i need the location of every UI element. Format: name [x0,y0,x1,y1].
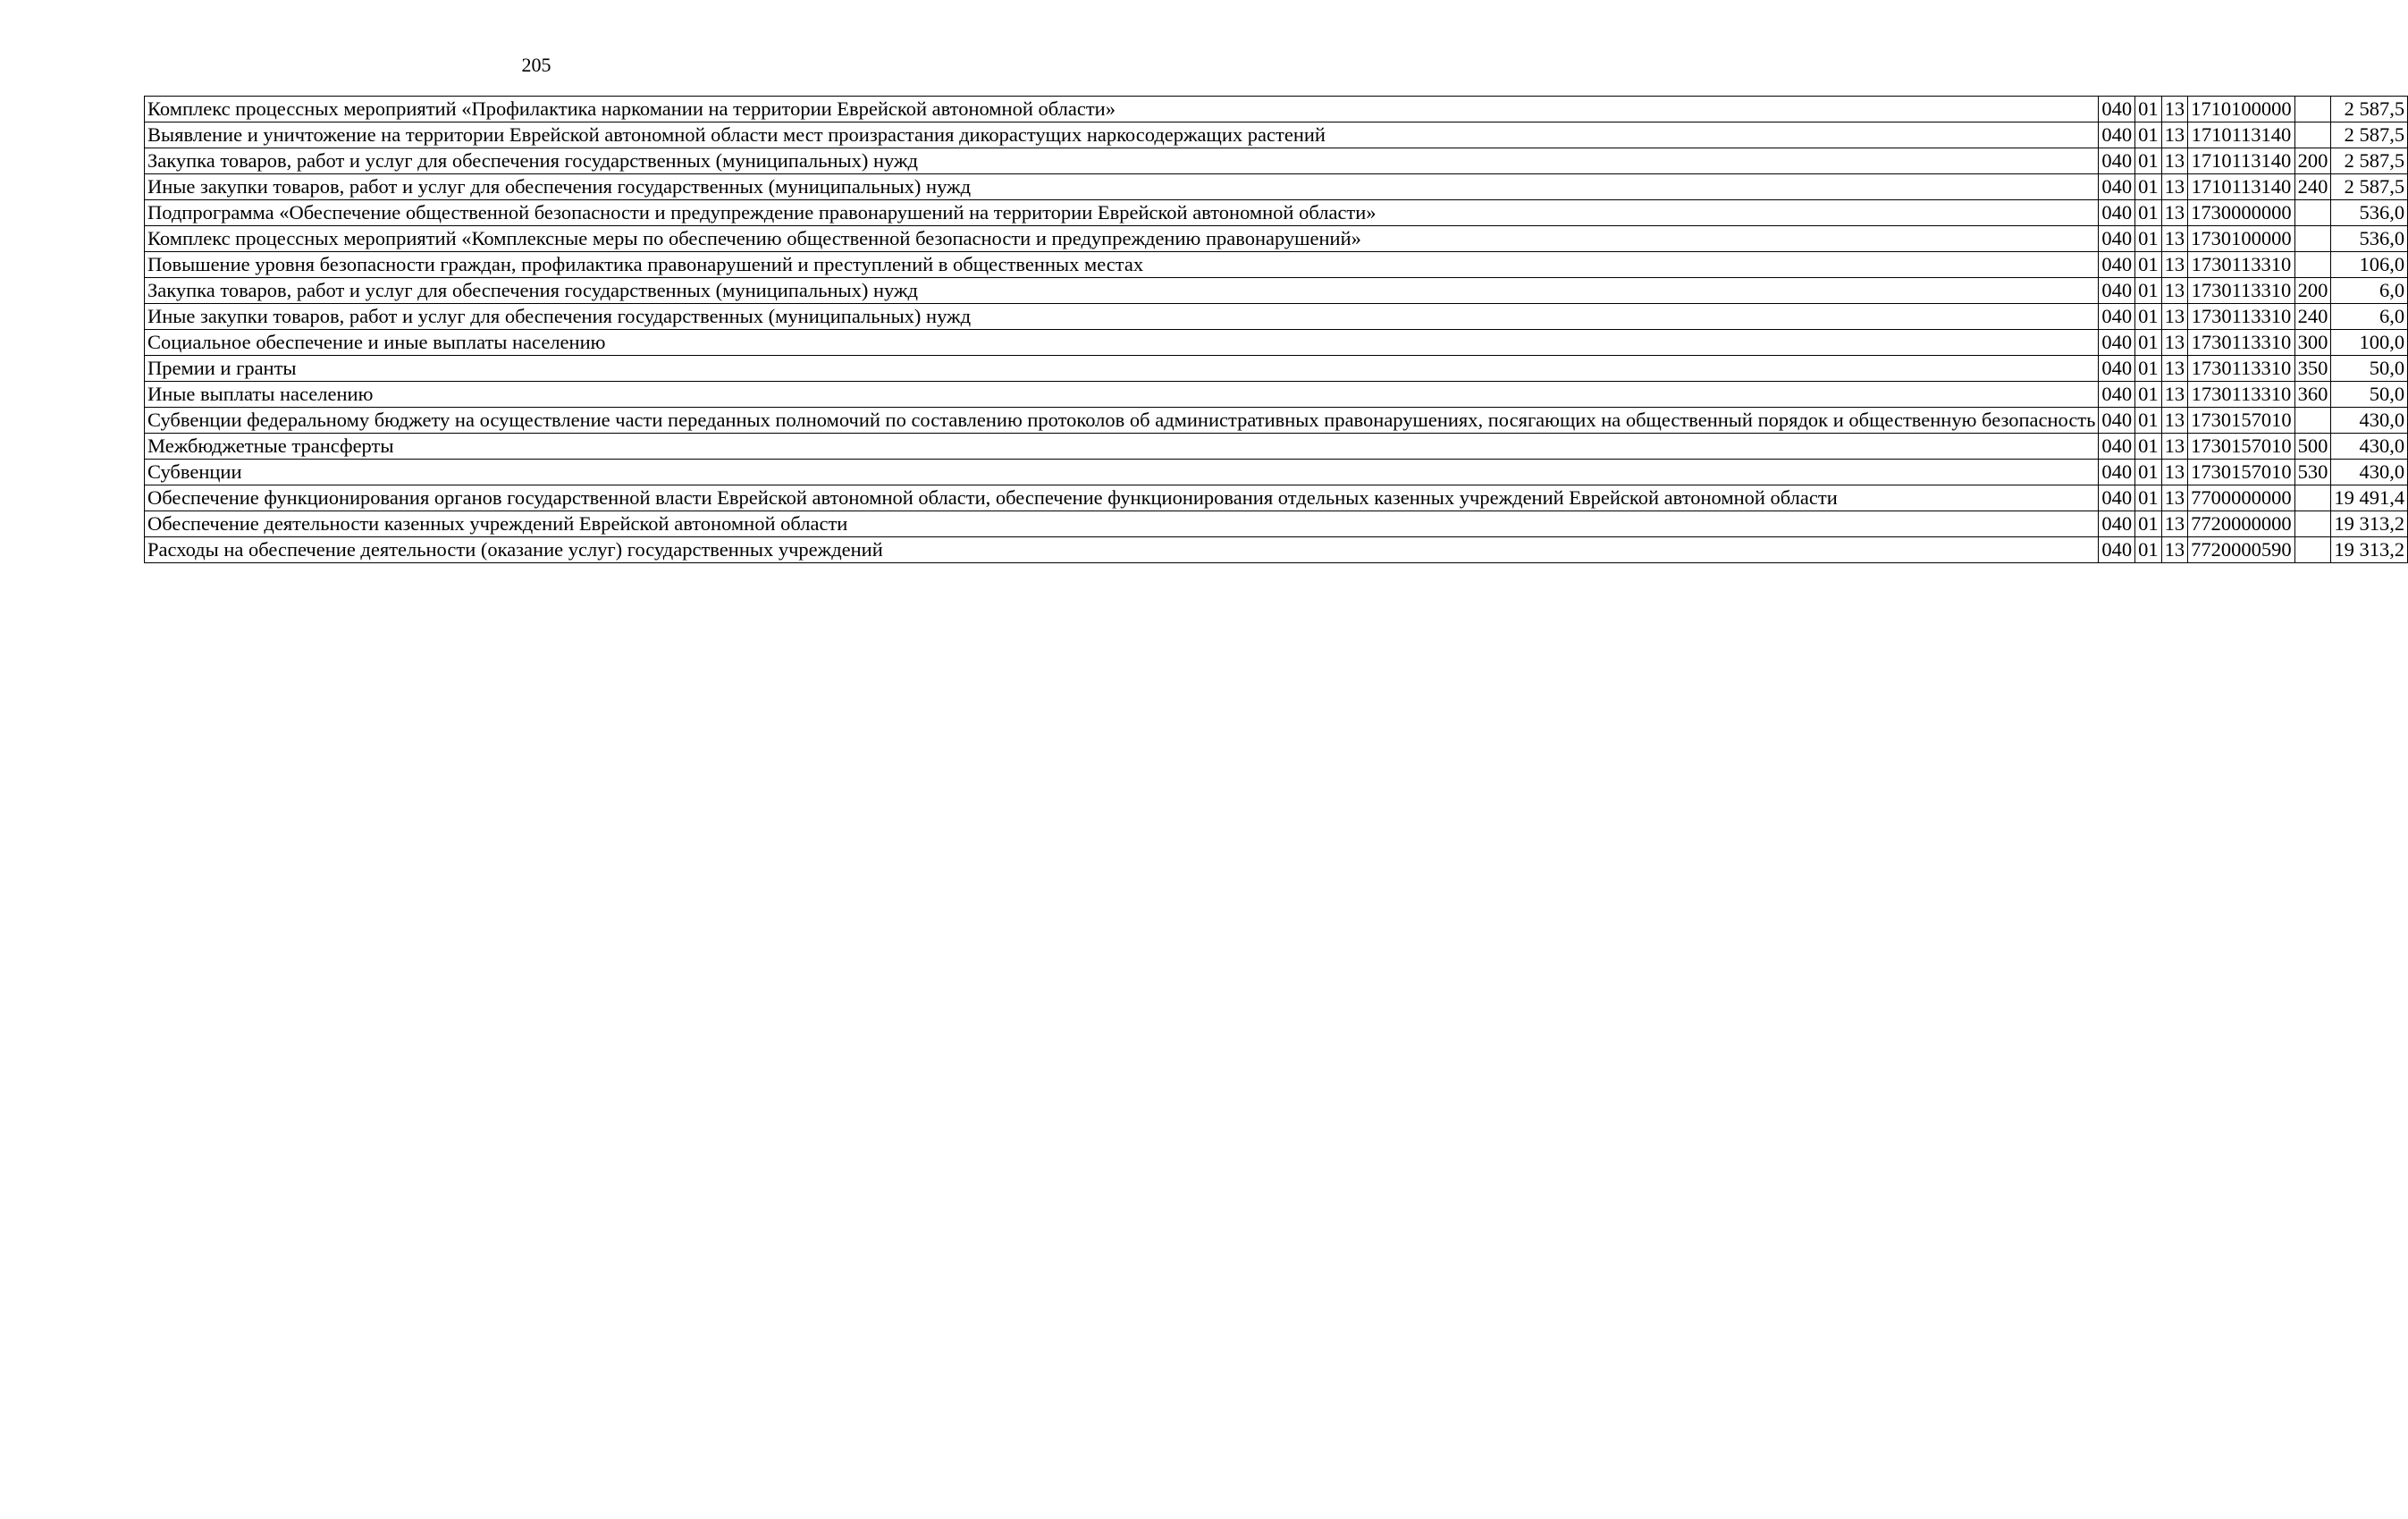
row-amount-cell: 430,0 [2331,408,2408,434]
row-section-cell: 01 [2135,537,2162,563]
row-ved-code-cell: 040 [2099,278,2135,304]
table-row [145,278,2408,304]
table-row [145,148,2408,174]
row-name-cell: Субвенции [145,460,2099,485]
row-expense-type-cell: 360 [2294,382,2331,408]
row-name-cell: Социальное обеспечение и иные выплаты населению [145,330,2099,356]
row-expense-type-cell: 200 [2294,278,2331,304]
row-subsection-cell: 13 [2161,460,2188,485]
row-expense-type-cell: 530 [2294,460,2331,485]
row-subsection-cell: 13 [2161,200,2188,226]
row-subsection-cell: 13 [2161,226,2188,252]
row-expense-type-cell [2294,200,2331,226]
row-section-cell: 01 [2135,356,2162,382]
row-target-article-cell: 1730113310 [2188,382,2295,408]
row-subsection-cell: 13 [2161,356,2188,382]
row-amount-cell: 2 587,5 [2331,122,2408,148]
row-expense-type-cell [2294,226,2331,252]
row-expense-type-cell: 500 [2294,434,2331,460]
row-subsection-cell: 13 [2161,148,2188,174]
row-subsection-cell: 13 [2161,122,2188,148]
row-expense-type-cell: 240 [2294,304,2331,330]
row-name-cell: Иные закупки товаров, работ и услуг для обеспечения государственных (муниципальных) нужд [145,174,2099,200]
row-amount-cell: 2 587,5 [2331,148,2408,174]
row-target-article-cell: 1730113310 [2188,304,2295,330]
row-amount-cell: 50,0 [2331,382,2408,408]
row-section-cell: 01 [2135,278,2162,304]
row-section-cell: 01 [2135,408,2162,434]
row-amount-cell: 19 313,2 [2331,511,2408,537]
table-row [145,460,2408,485]
row-ved-code-cell: 040 [2099,226,2135,252]
row-target-article-cell: 7720000000 [2188,511,2295,537]
page-number: 205 [521,54,551,76]
row-name-cell: Расходы на обеспечение деятельности (оказание услуг) государственных учреждений [145,537,2099,563]
row-section-cell: 01 [2135,434,2162,460]
row-amount-cell: 2 587,5 [2331,97,2408,122]
table-row [145,330,2408,356]
row-section-cell: 01 [2135,330,2162,356]
row-target-article-cell: 1730157010 [2188,434,2295,460]
table-row [145,97,2408,122]
row-amount-cell: 430,0 [2331,460,2408,485]
table-row [145,434,2408,460]
table-row [145,304,2408,330]
row-ved-code-cell: 040 [2099,485,2135,511]
row-amount-cell: 536,0 [2331,226,2408,252]
row-expense-type-cell: 240 [2294,174,2331,200]
row-expense-type-cell [2294,511,2331,537]
row-target-article-cell: 1730157010 [2188,408,2295,434]
row-subsection-cell: 13 [2161,97,2188,122]
row-expense-type-cell [2294,252,2331,278]
row-amount-cell: 2 587,5 [2331,174,2408,200]
row-subsection-cell: 13 [2161,537,2188,563]
row-name-cell: Повышение уровня безопасности граждан, профилактика правонарушений и преступлений в общественных местах [145,252,2099,278]
row-amount-cell: 430,0 [2331,434,2408,460]
row-ved-code-cell: 040 [2099,537,2135,563]
row-section-cell: 01 [2135,226,2162,252]
row-name-cell: Обеспечение функционирования органов государственной власти Еврейской автономной области, обеспечение функционирования отдельных казенных учреждений Еврейской автономной области [145,485,2099,511]
row-target-article-cell: 1730113310 [2188,278,2295,304]
row-name-cell: Выявление и уничтожение на территории Еврейской автономной области мест произрастания дикорастущих наркосодержащих растений [145,122,2099,148]
table-row [145,174,2408,200]
row-name-cell: Межбюджетные трансферты [145,434,2099,460]
row-expense-type-cell [2294,97,2331,122]
row-name-cell: Подпрограмма «Обеспечение общественной безопасности и предупреждение правонарушений на территории Еврейской автономной области» [145,200,2099,226]
row-amount-cell: 106,0 [2331,252,2408,278]
table-row [145,485,2408,511]
row-subsection-cell: 13 [2161,330,2188,356]
row-subsection-cell: 13 [2161,485,2188,511]
row-target-article-cell: 1730113310 [2188,330,2295,356]
row-section-cell: 01 [2135,148,2162,174]
row-section-cell: 01 [2135,304,2162,330]
row-subsection-cell: 13 [2161,511,2188,537]
row-expense-type-cell: 200 [2294,148,2331,174]
row-target-article-cell: 7700000000 [2188,485,2295,511]
table-row [145,382,2408,408]
row-section-cell: 01 [2135,122,2162,148]
budget-table-body [145,97,2408,563]
row-target-article-cell: 1710113140 [2188,122,2295,148]
row-name-cell: Субвенции федеральному бюджету на осуществление части переданных полномочий по составлению протоколов об административных правонарушениях, посягающих на общественный порядок и общественную безопасность [145,408,2099,434]
row-subsection-cell: 13 [2161,278,2188,304]
row-section-cell: 01 [2135,200,2162,226]
row-section-cell: 01 [2135,511,2162,537]
row-section-cell: 01 [2135,485,2162,511]
row-ved-code-cell: 040 [2099,330,2135,356]
row-section-cell: 01 [2135,252,2162,278]
table-row [145,200,2408,226]
row-amount-cell: 6,0 [2331,278,2408,304]
row-name-cell: Иные закупки товаров, работ и услуг для обеспечения государственных (муниципальных) нужд [145,304,2099,330]
row-name-cell: Закупка товаров, работ и услуг для обеспечения государственных (муниципальных) нужд [145,278,2099,304]
row-ved-code-cell: 040 [2099,252,2135,278]
row-name-cell: Обеспечение деятельности казенных учреждений Еврейской автономной области [145,511,2099,537]
row-target-article-cell: 1730113310 [2188,252,2295,278]
row-amount-cell: 19 313,2 [2331,537,2408,563]
row-target-article-cell: 1730113310 [2188,356,2295,382]
row-target-article-cell: 7720000590 [2188,537,2295,563]
row-ved-code-cell: 040 [2099,200,2135,226]
table-row [145,356,2408,382]
row-name-cell: Закупка товаров, работ и услуг для обеспечения государственных (муниципальных) нужд [145,148,2099,174]
row-subsection-cell: 13 [2161,382,2188,408]
row-target-article-cell: 1730157010 [2188,460,2295,485]
row-expense-type-cell [2294,485,2331,511]
row-ved-code-cell: 040 [2099,122,2135,148]
row-target-article-cell: 1730000000 [2188,200,2295,226]
row-ved-code-cell: 040 [2099,174,2135,200]
row-subsection-cell: 13 [2161,252,2188,278]
row-ved-code-cell: 040 [2099,460,2135,485]
row-expense-type-cell [2294,408,2331,434]
row-name-cell: Комплекс процессных мероприятий «Комплексные меры по обеспечению общественной безопасности и предупреждению правонарушений» [145,226,2099,252]
table-row [145,537,2408,563]
row-name-cell: Премии и гранты [145,356,2099,382]
row-ved-code-cell: 040 [2099,434,2135,460]
row-expense-type-cell [2294,122,2331,148]
row-subsection-cell: 13 [2161,434,2188,460]
row-expense-type-cell: 300 [2294,330,2331,356]
row-expense-type-cell: 350 [2294,356,2331,382]
table-row [145,252,2408,278]
row-ved-code-cell: 040 [2099,408,2135,434]
table-row [145,226,2408,252]
row-ved-code-cell: 040 [2099,304,2135,330]
row-section-cell: 01 [2135,460,2162,485]
row-ved-code-cell: 040 [2099,148,2135,174]
row-target-article-cell: 1710113140 [2188,174,2295,200]
row-amount-cell: 19 491,4 [2331,485,2408,511]
row-section-cell: 01 [2135,97,2162,122]
row-target-article-cell: 1710113140 [2188,148,2295,174]
row-ved-code-cell: 040 [2099,97,2135,122]
row-subsection-cell: 13 [2161,174,2188,200]
row-target-article-cell: 1730100000 [2188,226,2295,252]
row-amount-cell: 6,0 [2331,304,2408,330]
row-expense-type-cell [2294,537,2331,563]
row-name-cell: Иные выплаты населению [145,382,2099,408]
row-target-article-cell: 1710100000 [2188,97,2295,122]
row-section-cell: 01 [2135,174,2162,200]
table-row [145,122,2408,148]
row-amount-cell: 50,0 [2331,356,2408,382]
row-section-cell: 01 [2135,382,2162,408]
budget-table [144,96,2408,563]
table-row [145,408,2408,434]
row-ved-code-cell: 040 [2099,382,2135,408]
row-subsection-cell: 13 [2161,408,2188,434]
row-subsection-cell: 13 [2161,304,2188,330]
row-ved-code-cell: 040 [2099,511,2135,537]
table-row [145,511,2408,537]
row-amount-cell: 100,0 [2331,330,2408,356]
row-ved-code-cell: 040 [2099,356,2135,382]
row-amount-cell: 536,0 [2331,200,2408,226]
row-name-cell: Комплекс процессных мероприятий «Профилактика наркомании на территории Еврейской автономной области» [145,97,2099,122]
